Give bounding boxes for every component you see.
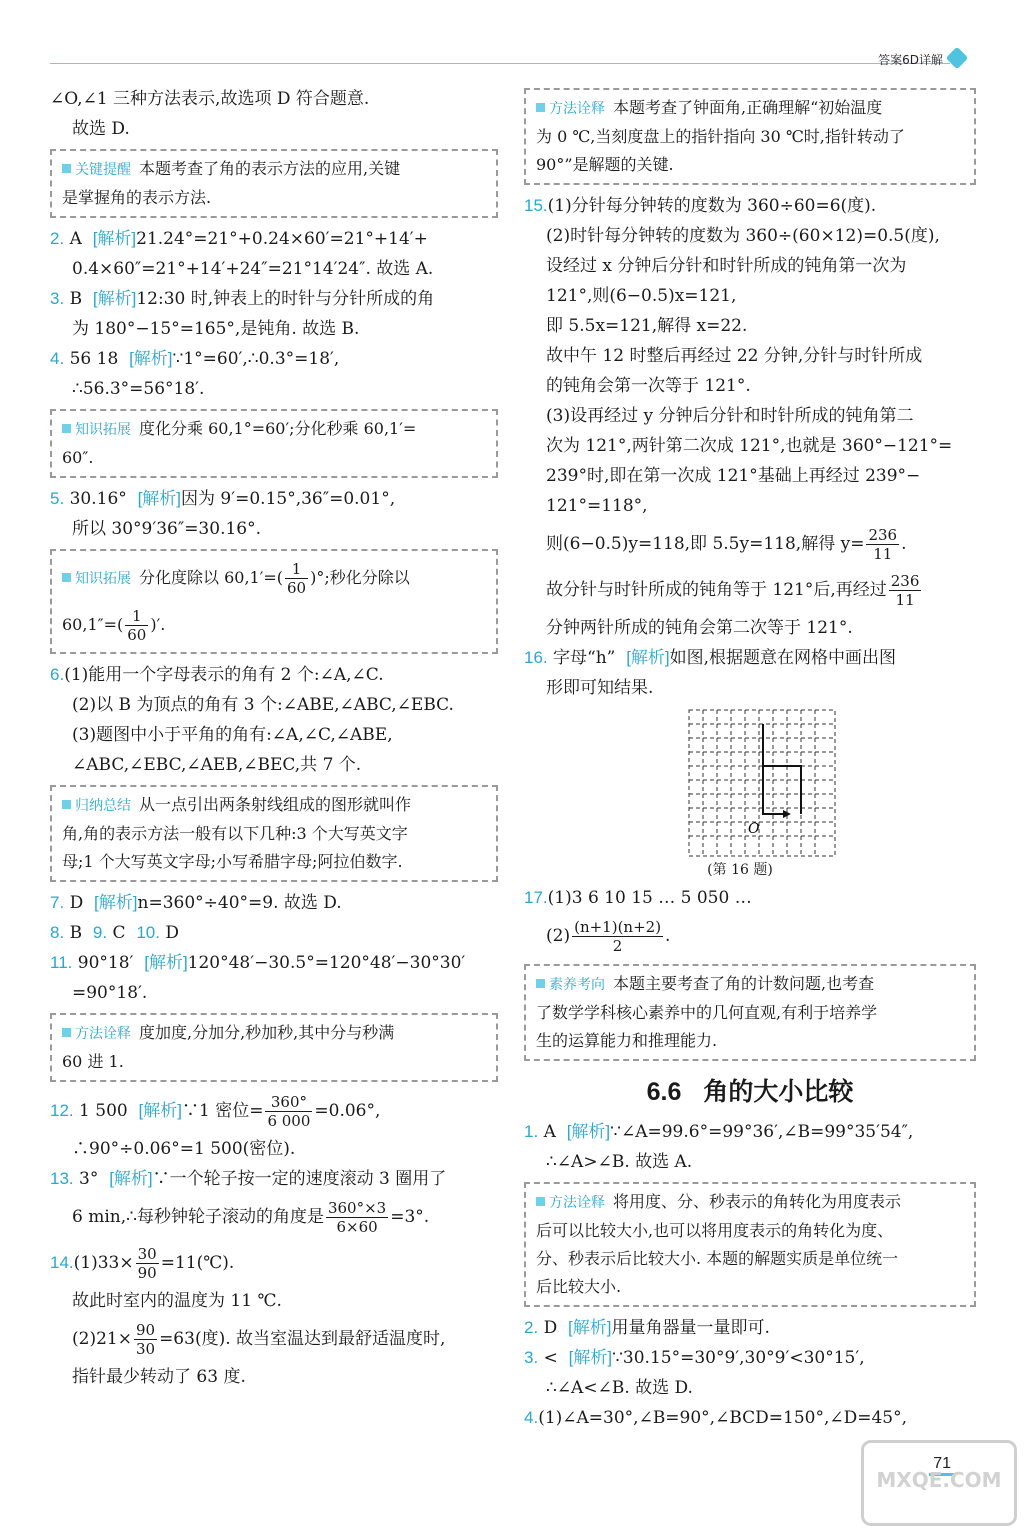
analysis-text: (1)∠A=30°,∠B=90°,∠BCD=150°,∠D=45°, <box>538 1408 908 1428</box>
right-column <box>524 88 976 1433</box>
tip-text: 度加度,分加分,秒加秒,其中分与秒满 <box>139 1023 395 1042</box>
answer: 1 500 <box>79 1101 128 1121</box>
analysis-text: ∵30.15°=30°9′,30°9′<30°15′, <box>612 1348 865 1368</box>
analysis-text: ∵1°=60′,∴0.3°=18′, <box>172 349 340 369</box>
analysis-text: ∴∠A<∠B. 故选 D. <box>546 1378 693 1398</box>
analysis-text: . <box>901 534 907 554</box>
analysis-text: =90°18′. <box>72 983 148 1003</box>
question-number: 12. <box>50 1101 74 1120</box>
tip-text: 90°”是解题的关键. <box>536 155 674 174</box>
question-number: 14. <box>50 1253 74 1272</box>
question-number: 7. <box>50 893 65 912</box>
analysis-text: ∴∠A>∠B. 故选 A. <box>546 1152 693 1172</box>
analysis-text: (1)3 6 10 15 … 5 050 … <box>547 888 752 908</box>
tip-text: 60″. <box>62 448 94 467</box>
analysis-text: (1)能用一个字母表示的角有 2 个:∠A,∠C. <box>64 665 384 685</box>
analysis-text: 的钝角会第一次等于 121°. <box>546 376 751 396</box>
tip-box-knowledge-extension-2 <box>50 549 498 654</box>
watermark-logo: MXQE.COM <box>861 1440 1017 1526</box>
analysis-text: (1)分针每分钟转的度数为 360÷60=6(度). <box>547 196 877 216</box>
analysis-text: ∠ABC,∠EBC,∠AEB,∠BEC,共 7 个. <box>72 755 362 775</box>
answer: B <box>69 289 83 309</box>
analysis-text: =63(度). 故当室温达到最舒适温度时, <box>159 1329 446 1349</box>
section-heading <box>524 1069 976 1115</box>
point-o-label: O <box>748 821 760 837</box>
analysis-tag: [解析] <box>92 229 137 248</box>
fraction: $\frac{90}{30}$ <box>135 1321 156 1358</box>
tip-box-summary <box>50 785 498 882</box>
analysis-text: (2)时针每分钟转的度数为 360÷(60×12)=0.5(度), <box>546 226 940 246</box>
fraction: $\frac{236}{11}$ <box>890 572 920 609</box>
question-number: 8. <box>50 923 65 942</box>
analysis-tag: [解析] <box>129 349 173 368</box>
analysis-text: 为 180°−15°=165°,是钝角. 故选 B. <box>72 319 360 339</box>
text-line: 故选 D. <box>72 119 130 139</box>
analysis-text: 所以 30°9′36″=30.16°. <box>72 519 262 539</box>
analysis-text: 则(6−0.5)y=118,即 5.5y=118,解得 y= <box>546 534 865 554</box>
analysis-text: ∴56.3°=56°18′. <box>72 379 205 399</box>
figure-caption: (第 16 题) <box>707 862 773 878</box>
answer: D <box>543 1318 558 1338</box>
analysis-text: 如图,根据题意在网格中画出图 <box>669 648 897 668</box>
analysis-text: 121°=118°, <box>546 496 648 516</box>
tip-tag: 关键提醒 <box>62 156 131 184</box>
question-number: 3. <box>524 1348 539 1367</box>
analysis-text: =0.06°, <box>314 1101 381 1121</box>
analysis-text: =11(℃). <box>160 1253 235 1273</box>
answer: 30.16° <box>69 489 127 509</box>
header-label: 答案6D详解 <box>878 53 943 67</box>
analysis-text: (2)以 B 为顶点的角有 3 个:∠ABE,∠ABC,∠EBC. <box>72 695 454 715</box>
analysis-tag: [解析] <box>566 1122 611 1141</box>
text-line: ∠O,∠1 三种方法表示,故选项 D 符合题意. <box>50 89 370 109</box>
tip-box-method <box>524 88 976 185</box>
tip-text: )′. <box>150 615 166 634</box>
answer: C <box>112 923 126 943</box>
analysis-text: 故分针与时针所成的钝角等于 121°后,再经过 <box>546 580 887 600</box>
tip-tag: 方法诠释 <box>62 1020 131 1048</box>
analysis-tag: [解析] <box>568 1318 612 1337</box>
tip-text: 本题考查了钟面角,正确理解“初始温度 <box>613 98 883 117</box>
question-number: 2. <box>50 229 65 248</box>
analysis-tag: [解析] <box>94 893 138 912</box>
tip-text: 60 进 1. <box>62 1052 124 1071</box>
analysis-text: 21.24°=21°+0.24×60′=21°+14′+ <box>136 229 428 249</box>
tip-text: 从一点引出两条射线组成的图形就叫作 <box>139 795 412 814</box>
tip-text: 后比较大小. <box>536 1277 622 1296</box>
tip-text: 60,1″=( <box>62 615 124 634</box>
analysis-text: 12:30 时,钟表上的时针与分针所成的角 <box>136 289 435 309</box>
tip-text: )°;秒化分除以 <box>310 568 410 587</box>
analysis-tag: [解析] <box>568 1348 613 1367</box>
answer: < <box>543 1348 558 1368</box>
question-number: 1. <box>524 1122 539 1141</box>
answer: 3° <box>79 1169 99 1189</box>
analysis-tag: [解析] <box>137 489 182 508</box>
tip-text: 是掌握角的表示方法. <box>62 188 212 207</box>
question-number: 16. <box>524 648 548 667</box>
analysis-text: 指针最少转动了 63 度. <box>72 1367 246 1387</box>
analysis-text: 因为 9′=0.15°,36″=0.01°, <box>181 489 396 509</box>
question-number: 13. <box>50 1169 74 1188</box>
analysis-text: ∴90°÷0.06°=1 500(密位). <box>72 1139 296 1159</box>
question-number: 17. <box>524 888 548 907</box>
question-number: 11. <box>50 953 73 972</box>
analysis-text: ∵1 密位= <box>181 1101 264 1121</box>
question-number: 9. <box>92 923 108 942</box>
page-number: 71 <box>929 1455 955 1476</box>
question-number: 2. <box>524 1318 539 1337</box>
analysis-text: 即 5.5x=121,解得 x=22. <box>546 316 748 336</box>
tip-text: 角,角的表示方法一般有以下几种:3 个大写英文字 <box>62 824 408 843</box>
answer: 字母“h” <box>553 648 616 668</box>
tip-box-knowledge-extension <box>50 409 498 478</box>
tip-tag: 方法诠释 <box>536 1189 605 1217</box>
tip-text: 后可以比较大小,也可以将用度表示的角转化为度、 <box>536 1221 894 1240</box>
fraction: $\frac{30}{90}$ <box>137 1245 157 1282</box>
fraction: $\frac{360^\circ}{6 000}$ <box>267 1093 311 1130</box>
answer: B <box>69 923 83 943</box>
analysis-text: (1)33× <box>73 1253 134 1273</box>
analysis-text: 分钟两针所成的钝角会第二次等于 121°. <box>546 618 853 638</box>
analysis-text: 用量角器量一量即可. <box>611 1318 770 1338</box>
analysis-text: 120°48′−30.5°=120°48′−30°30′ <box>187 953 466 973</box>
tip-text: 分、秒表示后比较大小. 本题的解题实质是单位统一 <box>536 1249 899 1268</box>
answer: D <box>165 923 180 943</box>
analysis-text: =3°. <box>390 1207 430 1227</box>
fraction: $\frac{360^\circ\times 3}{6\times 60}$ <box>327 1199 387 1236</box>
analysis-text: 设经过 x 分钟后分针和时针所成的钝角第一次为 <box>546 256 907 276</box>
fraction: $\frac{236}{11}$ <box>868 526 898 563</box>
tip-box-method <box>524 1182 976 1307</box>
left-column <box>50 84 498 1392</box>
answer: 56 18 <box>69 349 119 369</box>
tip-text: 了数学学科核心素养中的几何直观,有利于培养学 <box>536 1003 878 1022</box>
analysis-tag: [解析] <box>109 1169 153 1188</box>
analysis-text: (2) <box>546 926 571 946</box>
tip-text: 为 0 ℃,当刻度盘上的指针指向 30 ℃时,指针转动了 <box>536 127 905 146</box>
analysis-text: 故此时室内的温度为 11 ℃. <box>72 1291 282 1311</box>
analysis-text: 239°时,即在第一次成 121°基础上再经过 239°− <box>546 466 921 486</box>
fraction: $\frac{1}{60}$ <box>127 607 147 644</box>
tip-text: 本题主要考查了角的计数问题,也考查 <box>613 974 875 993</box>
tip-text: 本题考查了角的表示方法的应用,关键 <box>139 159 401 178</box>
analysis-text: . <box>665 926 671 946</box>
analysis-text: (3)设再经过 y 分钟后分针和时针所成的钝角第二 <box>546 406 914 426</box>
question-number: 4. <box>50 349 65 368</box>
analysis-text: n=360°÷40°=9. 故选 D. <box>137 893 342 913</box>
tip-box-method <box>50 1013 498 1082</box>
tip-box-key-reminder <box>50 149 498 218</box>
analysis-text: 121°,则(6−0.5)x=121, <box>546 286 737 306</box>
answer: A <box>543 1122 556 1142</box>
header-gem-icon <box>946 47 969 70</box>
tip-text: 生的运算能力和推理能力. <box>536 1031 718 1050</box>
answer: 90°18′ <box>77 953 134 973</box>
analysis-text: ∵一个轮子按一定的速度滚动 3 圈用了 <box>152 1169 447 1189</box>
analysis-tag: [解析] <box>626 648 670 667</box>
tip-box-literacy <box>524 964 976 1061</box>
question-number: 3. <box>50 289 65 308</box>
question-number: 4. <box>524 1408 539 1427</box>
section-number: 6.6 <box>646 1078 682 1106</box>
analysis-text: 形即可知结果. <box>546 678 654 698</box>
tip-text: 将用度、分、秒表示的角转化为用度表示 <box>613 1192 902 1211</box>
analysis-text: (3)题图中小于平角的角有:∠A,∠C,∠ABE, <box>72 725 393 745</box>
tip-tag: 素养考向 <box>536 971 605 999</box>
header-rule <box>50 63 950 64</box>
section-title: 角的大小比较 <box>703 1077 854 1106</box>
analysis-text: 故中午 12 时整后再经过 22 分钟,分针与时针所成 <box>546 346 923 366</box>
analysis-text: 6 min,∴每秒钟轮子滚动的角度是 <box>72 1207 324 1227</box>
analysis-tag: [解析] <box>92 289 137 308</box>
question-number: 10. <box>136 923 160 942</box>
question-number: 6. <box>50 665 65 684</box>
fraction: $\frac{(n+1)(n+2)}{2}$ <box>574 918 662 955</box>
tip-tag: 知识拓展 <box>62 556 131 602</box>
tip-tag: 归纳总结 <box>62 792 131 820</box>
analysis-text: ∵∠A=99.6°=99°36′,∠B=99°35′54″, <box>610 1122 914 1142</box>
fraction: $\frac{1}{60}$ <box>287 560 307 597</box>
tip-text: 分化度除以 60,1′=( <box>139 568 283 587</box>
analysis-text: 0.4×60″=21°+14′+24″=21°14′24″. 故选 A. <box>72 259 434 279</box>
grid-figure <box>688 709 836 857</box>
analysis-tag: [解析] <box>138 1101 182 1120</box>
answer: D <box>69 893 84 913</box>
analysis-text: (2)21× <box>72 1329 132 1349</box>
tip-tag: 方法诠释 <box>536 95 605 123</box>
tip-text: 度化分乘 60,1°=60′;分化秒乘 60,1′= <box>139 419 417 438</box>
analysis-tag: [解析] <box>144 953 188 972</box>
tip-tag: 知识拓展 <box>62 416 131 444</box>
analysis-text: 次为 121°,两针第二次成 121°,也就是 360°−121°= <box>546 436 953 456</box>
answer: A <box>69 229 82 249</box>
question-number: 15. <box>524 196 548 215</box>
question-number: 5. <box>50 489 65 508</box>
tip-text: 母;1 个大写英文字母;小写希腊字母;阿拉伯数字. <box>62 852 403 871</box>
